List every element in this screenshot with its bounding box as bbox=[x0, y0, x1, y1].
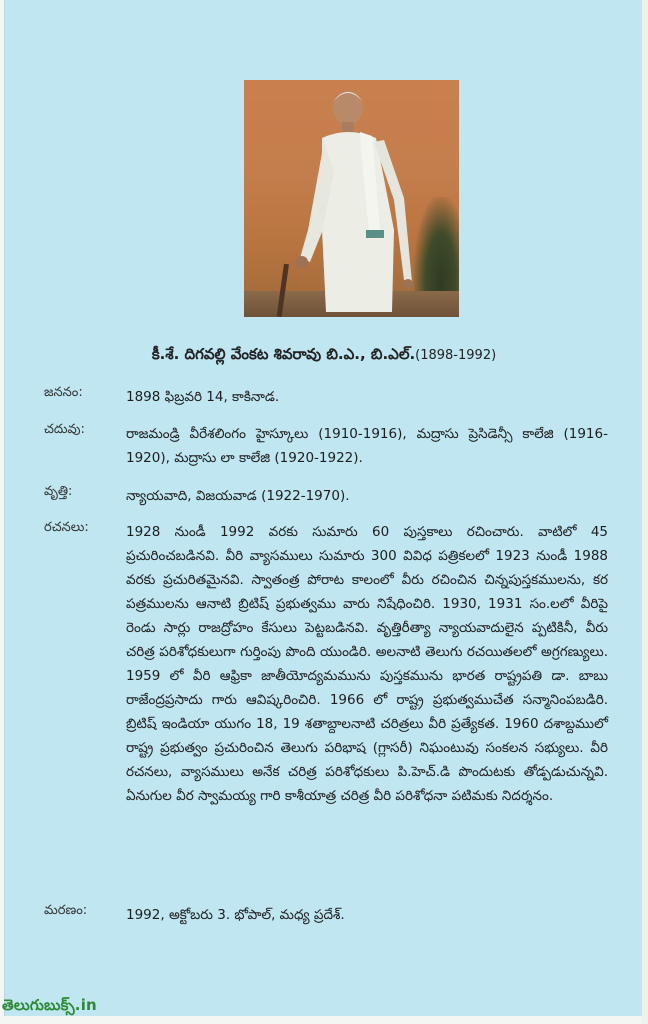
birth-value: 1898 ఫిబ్రవరి 14, కాకినాడ. bbox=[126, 389, 280, 405]
author-life-years: (1898-1992) bbox=[415, 348, 497, 363]
birth-label: జననం: bbox=[44, 385, 83, 400]
author-photo bbox=[244, 80, 459, 317]
author-name: కీ.శే. దిగవల్లి వేంకట శివరావు బి.ఎ., బి.ఎల్. bbox=[151, 345, 416, 363]
author-figure bbox=[244, 80, 459, 317]
death-label: మరణం: bbox=[44, 903, 88, 918]
works-label: రచనలు: bbox=[44, 520, 89, 535]
profession-label: వృత్తి: bbox=[44, 484, 73, 499]
author-name-heading bbox=[0, 345, 648, 367]
site-watermark: తెలుగుబుక్స్.in bbox=[2, 996, 97, 1014]
works-value: 1928 నుండీ 1992 వరకు సుమారు 60 పుస్తకాలు రచించారు. వాటిలో 45 ప్రచురించబడినవి. వీరి వ్యాసములు సుమారు 300 వివిధ పత్రికలలో 1923 నుండీ 1988 వరకు ప్రచురితమైనవి. స్వాతంత్ర పోరాట కాలంలో వీరు రచించిన చిన్నపుస్తకములను, కర పత్రములను ఆనాటి బ్రిటిష్ ప్రభుత్వము వారు నిషేధించిరి. 1930, 1931 సం.లలో వీరిపై రెండు సార్లు రాజద్రోహం కేసులు పెట్టబడినవి. వృత్తిరీత్యా న్యాయవాదులైన ప్పటికినీ, వీరు చరిత్ర పరిశోధకులుగా గుర్తింపు పొంది యుండిరి. అలనాటి తెలుగు రచయితలలో అగ్రగణ్యులు. 1959 లో వీరి ఆఫ్రికా జాతీయోద్యమమును పుస్తకమును భారత రాష్ట్రపతి డా. బాబు రాజేంద్రప్రసాదు గారు ఆవిష్కరించిరి. 1966 లో రాష్ట్ర ప్రభుత్వముచేత సన్మానింపబడిరి. బ్రిటిష్ ఇండియా యుగం 18, 19 శతాబ్దాలనాటి చరిత్రలు వీరి ప్రత్యేకత. 1960 దశాబ్దములో రాష్ట్ర ప్రభుత్వం ప్రచురించిన తెలుగు పరిభాష (గ్లాసరీ) నిఘంటువు సంకలన సభ్యులు. వీరి రచనలు, వ్యాసములు అనేక చరిత్ర పరిశోధకులు పి.హెచ్.డి పొందుటకు తోడ్పడుచున్నవి. ఏనుగుల వీర స్వామయ్య గారి కాశీయాత్ర చరిత్ర వీరి పరిశోధనా పటిమకు నిదర్శనం. bbox=[126, 524, 608, 804]
education-label: చదువు: bbox=[44, 422, 85, 437]
education-value: రాజమండ్రి వీరేశలింగం హైస్కూలు (1910-1916), మద్రాసు ప్రెసిడెన్సీ కాలేజి (1916-1920), మద్రాసు లా కాలేజి (1920-1922). bbox=[126, 426, 608, 466]
profession-value: న్యాయవాది, విజయవాడ (1922-1970). bbox=[126, 488, 350, 504]
death-value: 1992, అక్టోబరు 3. భోపాల్, మధ్య ప్రదేశ్. bbox=[126, 907, 345, 923]
page-edge bbox=[642, 0, 648, 1024]
